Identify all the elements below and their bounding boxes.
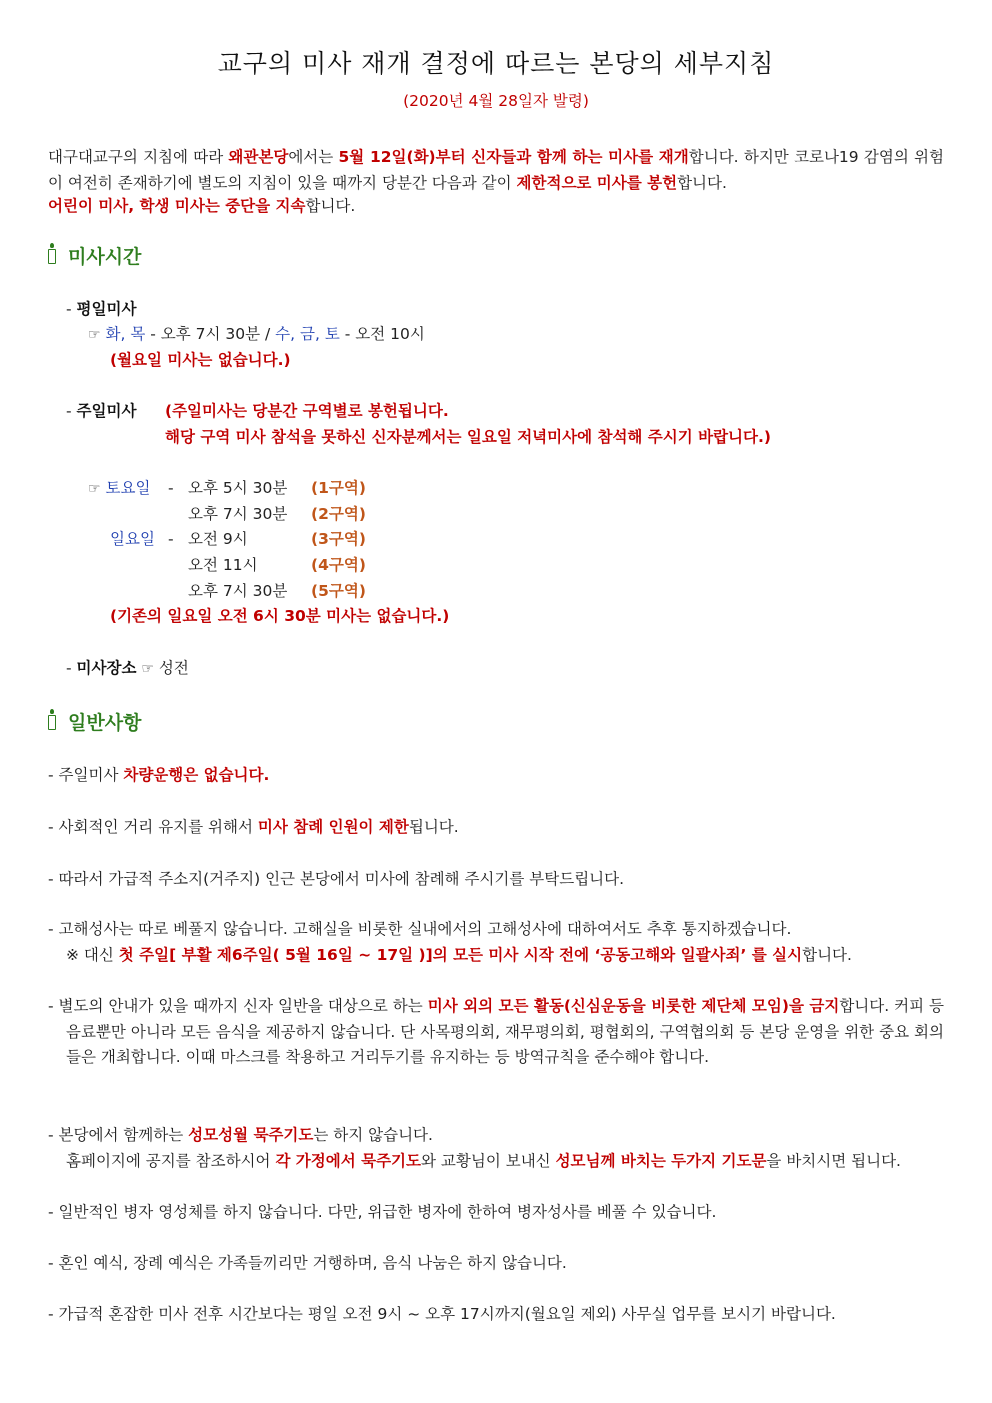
mass-time-3: - [168,530,174,548]
general-item-6-detail: 홈페이지에 공지를 참조하시어 각 가정에서 묵주기도와 교황님이 보내신 성모님께 바치는 두가지 기도문을 바치시면 됩니다. [66,1152,901,1170]
general-item-8: - 혼인 예식, 장례 예식은 가족들끼리만 거행하며, 음식 나눔은 하지 않습니다. [48,1254,567,1272]
mass-time-4-time: 오전 11시 [188,556,258,574]
sunday-note-1: (주일미사는 당분간 구역별로 봉헌됩니다. [165,402,449,420]
sunday-heading: - 주일미사 [66,402,137,420]
pointing-hand-icon: ☞ [141,661,154,677]
mass-time-2-zone: (2구역) [311,505,366,523]
weekday-schedule: ☞ 화, 목 - 오후 7시 30분 / 수, 금, 토 - 오전 10시 [88,325,425,343]
mass-place: - 미사장소 ☞ 성전 [66,659,189,677]
candle-icon [48,715,56,730]
issue-date: (2020년 4월 28일자 발령) [403,92,589,110]
general-item-9: - 가급적 혼잡한 미사 전후 시간보다는 평일 오전 9시 ~ 오후 17시까지(월요일 제외) 사무실 업무를 보시기 바랍니다. [48,1305,836,1323]
general-item-7: - 일반적인 병자 영성체를 하지 않습니다. 다만, 위급한 병자에 한하여 병자성사를 베풀 수 있습니다. [48,1203,717,1221]
intro-line3: 어린이 미사, 학생 미사는 중단을 지속합니다. [48,197,356,215]
general-item-4: - 고해성사는 따로 베풀지 않습니다. 고해실을 비롯한 실내에서의 고해성사에 대하여서도 추후 통지하겠습니다. [48,920,792,938]
general-item-2: - 사회적인 거리 유지를 위해서 미사 참례 인원이 제한됩니다. [48,818,459,836]
intro-paragraph: 대구대교구의 지침에 따라 왜관본당에서는 5월 12일(화)부터 신자들과 함께 하는 미사를 재개합니다. 하지만 코로나19 감염의 위험이 여전히 존재하기에 별도의 지침이 있을 때까지 당분간 다음과 같이 제한적으로 미사를 봉헌합니다. [48,148,944,192]
section-mass-times: 미사시간 [48,242,141,269]
general-item-6: - 본당에서 함께하는 성모성월 묵주기도는 하지 않습니다. [48,1126,433,1144]
mass-time-4-zone: (4구역) [311,556,366,574]
general-item-1: - 주일미사 차량운행은 없습니다. [48,766,270,784]
candle-icon [48,249,56,264]
mass-time-3-zone: (3구역) [311,530,366,548]
weekday-heading: - 평일미사 [66,300,137,318]
sunday-note-2: 해당 구역 미사 참석을 못하신 신자분께서는 일요일 저녁미사에 참석해 주시기 바랍니다.) [165,428,771,446]
general-item-3: - 따라서 가급적 주소지(거주지) 인근 본당에서 미사에 참례해 주시기를 부탁드립니다. [48,870,625,888]
mass-time-1-zone: (1구역) [311,479,366,497]
general-item-4-note: ※ 대신 첫 주일[ 부활 제6주일( 5월 16일 ~ 17일 )]의 모든 미사 시작 전에 ‘공동고해와 일괄사죄’ 를 실시합니다. [66,946,852,964]
pointing-hand-icon: ☞ [88,327,101,343]
pointing-hand-icon: ☞ [88,481,101,497]
general-item-5: - 별도의 안내가 있을 때까지 신자 일반을 대상으로 하는 미사 외의 모든 활동(신심운동을 비롯한 제단체 모임)을 금지합니다. 커피 등 음료뿐만 아니라 모든 음식을 제공하지 않습니다. 단 사목평의회, 재무평의회, 평협회의, 구역협의회 등 본당 운영을 위한 중요 회의들은 개최합니다. 이때 마스크를 착용하고 거리두기를 유지하는 등 방역규칙을 준수해야 합니다. [48,997,945,1066]
sunday-label: 일요일 [110,530,155,548]
weekday-note: (월요일 미사는 없습니다.) [110,351,291,369]
section-general: 일반사항 [48,708,141,735]
sunday-closing-note: (기존의 일요일 오전 6시 30분 미사는 없습니다.) [110,607,450,625]
mass-time-3-time: 오전 9시 [188,530,248,548]
mass-time-5-time: 오후 7시 30분 [188,582,288,600]
page-title: 교구의 미사 재개 결정에 따르는 본당의 세부지침 [217,49,775,78]
mass-time-5-zone: (5구역) [311,582,366,600]
mass-time-2-time: 오후 7시 30분 [188,505,288,523]
saturday-row-1: ☞ 토요일 [88,479,151,497]
mass-time-1-time: 오후 5시 30분 [188,479,288,497]
mass-time-1: - [168,479,174,497]
